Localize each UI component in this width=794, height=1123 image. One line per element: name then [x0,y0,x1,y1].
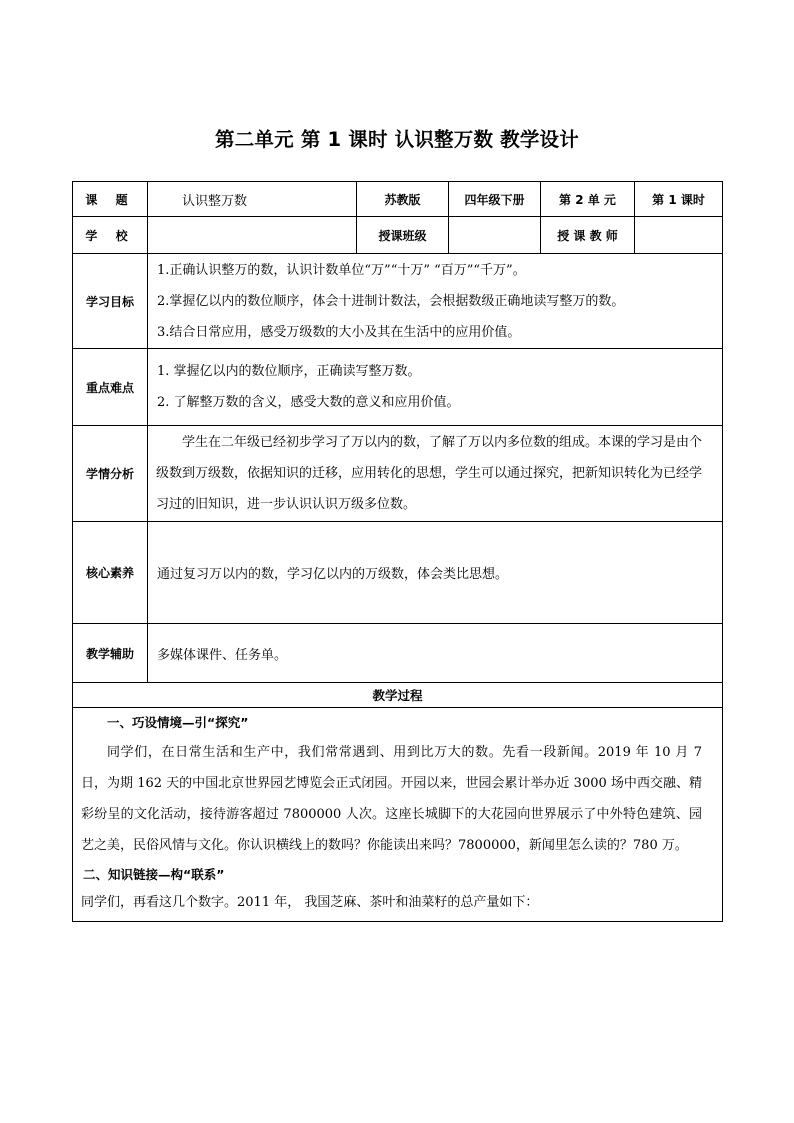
section2-text: 同学们，再看这几个数字。2011 年， 我国芝麻、茶叶和油菜籽的总产量如下： [81,895,539,910]
goals-label: 学习目标 [73,254,148,349]
unit-cell: 第 2 单 元 [541,182,635,217]
page-title: 第二单元 第 1 课时 认识整万数 教学设计 [215,128,579,151]
literacy-label: 核心素养 [73,522,148,624]
grade-cell: 四年级下册 [449,182,541,217]
class-value [449,217,541,254]
lesson-cell: 第 1 课时 [635,182,723,217]
lesson-plan-table [72,181,723,922]
key-point-item: 1. 掌握亿以内的数位顺序，正确读写整万数。 [157,364,421,379]
publisher-cell: 苏教版 [357,182,449,217]
key-point-item: 2. 了解整万数的含义，感受大数的意义和应用价值。 [157,395,460,410]
goal-item: 2.掌握亿以内的数位顺序，体会十进制计数法，会根据数级正确地读写整万的数。 [157,293,625,309]
aids-text: 多媒体课件、任务单。 [148,624,723,683]
key-points-row [73,349,723,426]
teacher-value [635,217,723,254]
teacher-label: 授 课 教 师 [541,217,635,254]
school-value [148,217,357,254]
literacy-row [73,522,723,624]
goal-item: 3.结合日常应用，感受万级数的大小及其在生活中的应用价值。 [157,324,521,340]
info-row-school [73,217,723,254]
analysis-content [148,426,723,522]
class-label: 授课班级 [357,217,449,254]
analysis-label: 学情分析 [73,426,148,522]
process-body-row [73,708,723,922]
section1-title: 一、巧设情境—引“探究” [107,715,249,730]
process-header-row [73,683,723,708]
goals-row [73,254,723,349]
topic-label: 课 题 [73,182,148,217]
section1-text: 同学们，在日常生活和生产中，我们常常遇到、用到比万大的数。先看一段新闻。2019 年 10 月 7 日，为期 162 天的中国北京世界园艺博览会正式闭园。开园以来，世园会累计举办近 3000 场中西交融、精彩纷呈的文化活动，接待游客超过 7800000 人次。这座长城脚下的大花园向世界展示了中外特色建筑、园艺之美，民俗风情与文化。你认识横线上的数吗？你能读出来吗？7800000，新闻里怎么读的？780 万。 [81,745,702,853]
key-points-label: 重点难点 [73,349,148,426]
process-header: 教学过程 [73,683,723,708]
info-row-topic [73,182,723,217]
goals-content [148,254,723,349]
topic-value: 认识整万数 [148,182,357,217]
analysis-row [73,426,723,522]
school-label: 学 校 [73,217,148,254]
analysis-text: 学生在二年级已经初步学习了万以内的数，了解了万以内多位数的组成。本课的学习是由个级数到万级数，依据知识的迁移，应用转化的思想，学生可以通过探究，把新知识转化为已经学习过的旧知识，进一步认识认识万级多位数。 [156,435,703,512]
process-content [73,708,723,922]
literacy-text: 通过复习万以内的数，学习亿以内的万级数，体会类比思想。 [148,522,723,624]
aids-row [73,624,723,683]
goal-item: 1.正确认识整万的数，认识计数单位“万”“十万” “百万”“千万”。 [157,262,526,278]
key-points-content [148,349,723,426]
section2-title: 二、知识链接—构“联系” [83,867,225,882]
aids-label: 教学辅助 [73,624,148,683]
